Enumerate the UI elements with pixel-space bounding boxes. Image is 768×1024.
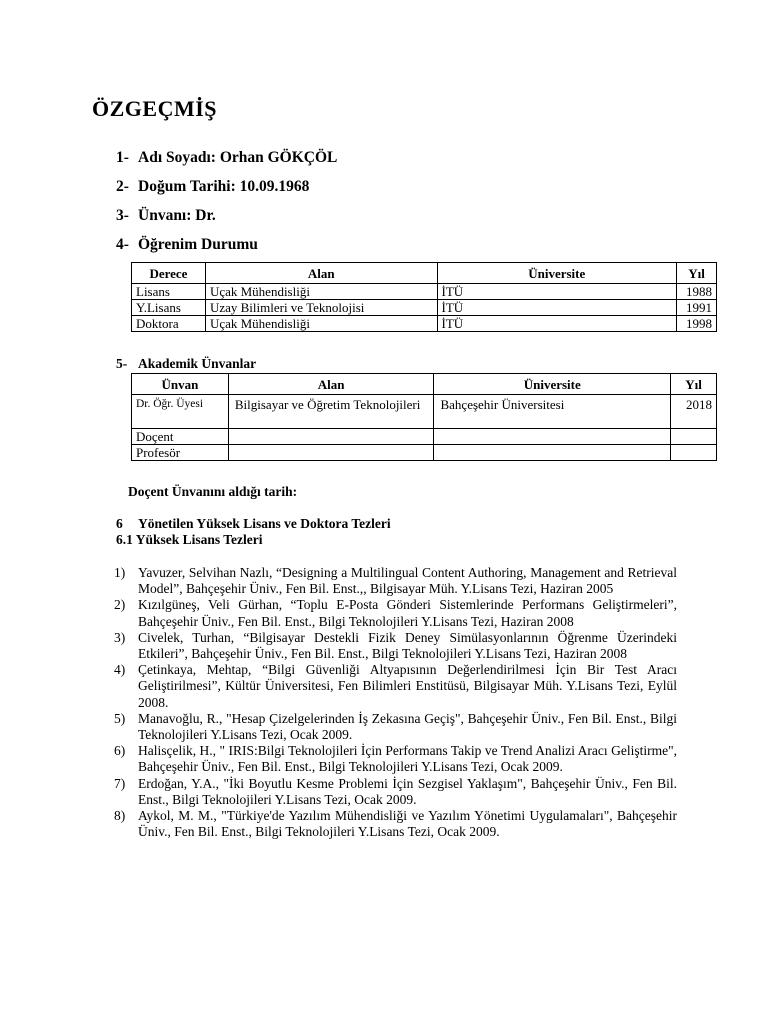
list-item [114,808,677,840]
page-title: ÖZGEÇMİŞ [92,96,218,121]
info-number: 3- [116,207,129,224]
docent-date-label: Doçent Ünvanını aldığı tarih: [128,484,298,499]
section-number: 5- [116,356,128,371]
year-cell [671,445,717,461]
item-text: Kızılgüneş, Veli Gürhan, “Toplu E-Posta Gönderi Sistemlerinde Performans Geliştirmeleri”, Bahçeşehir Üniv., Fen Bil. Enst., Bilgi Teknolojileri Y.Lisans Tezi, Haziran 2008 [138,597,677,629]
table-row [132,445,717,461]
university-cell: İTÜ [437,300,677,316]
field-cell: Uçak Mühendisliği [205,316,437,332]
degree-cell: Y.Lisans [132,300,206,316]
university-cell: İTÜ [437,316,677,332]
item-number: 2) [114,597,126,613]
list-item [114,565,677,597]
supervised-theses-heading [116,516,391,532]
theses-list [114,565,677,840]
table-row [132,284,717,300]
list-item [114,776,677,808]
info-item-education [116,235,337,264]
column-header: Alan [228,374,434,395]
year-cell [671,429,717,445]
item-number: 5) [114,710,126,726]
academic-titles-heading [116,356,256,372]
field-cell: Uçak Mühendisliği [205,284,437,300]
table-row [132,429,717,445]
column-header: Üniversite [437,263,677,284]
title-cell: Dr. Öğr. Üyesi [132,395,229,429]
info-text: Doğum Tarihi: 10.09.1968 [138,178,310,195]
year-cell: 2018 [671,395,717,429]
table-row [132,395,717,429]
column-header: Yıl [671,374,717,395]
info-text: Öğrenim Durumu [138,236,258,253]
title-cell: Profesör [132,445,229,461]
education-table [131,262,717,332]
item-number: 1) [114,565,126,580]
item-text: Yavuzer, Selvihan Nazlı, “Designing a Multilingual Content Authoring, Management and Retrieval Model”, Bahçeşehir Üniv., Fen Bil. Enst.,, Bilgisayar Müh. Y.Lisans Tezi, Haziran 2005 [138,565,677,597]
item-text: Erdoğan, Y.A., "İki Boyutlu Kesme Problemi İçin Sezgisel Yaklaşım", Bahçeşehir Üniv., Fen Bil. Enst., Bilgi Teknolojileri Y.Lisans Tezi, Ocak 2009. [138,775,677,807]
degree-cell: Lisans [132,284,206,300]
table-header-row [132,374,717,395]
field-cell [228,429,434,445]
info-item-name [116,148,337,177]
list-item [114,743,677,775]
section-title: Akademik Ünvanlar [138,356,257,371]
column-header: Üniversite [434,374,671,395]
item-number: 8) [114,808,126,824]
item-number: 7) [114,775,126,791]
column-header: Ünvan [132,374,229,395]
section-number: 6 [116,516,123,531]
year-cell: 1998 [677,316,717,332]
list-item [114,662,677,711]
university-cell [434,445,671,461]
academic-titles-table [131,373,717,461]
list-item [114,711,677,743]
year-cell: 1991 [677,300,717,316]
list-item [114,597,677,629]
field-cell [228,445,434,461]
university-cell: Bahçeşehir Üniversitesi [434,395,671,429]
list-item [114,630,677,662]
masters-theses-heading: 6.1 Yüksek Lisans Tezleri [116,532,263,547]
field-cell: Bilgisayar ve Öğretim Teknolojileri [228,395,434,429]
item-text: Çetinkaya, Mehtap, “Bilgi Güvenliği Altyapısının Değerlendirilmesi İçin Bir Test Aracı Geliştirilmesi”, Kültür Üniversitesi, Fen Bilimleri Enstitüsü, Bilgisayar Müh. Y.Lisans Tezi, Eylül 2008. [138,662,677,710]
item-number: 4) [114,662,126,678]
university-cell: İTÜ [437,284,677,300]
personal-info-list [116,148,337,264]
title-cell: Doçent [132,429,229,445]
column-header: Alan [205,263,437,284]
info-number: 4- [116,236,129,253]
degree-cell: Doktora [132,316,206,332]
item-text: Aykol, M. M., "Türkiye'de Yazılım Mühendisliği ve Yazılım Yönetimi Uygulamaları", Bahçeşehir Üniv., Fen Bil. Enst., Bilgi Teknolojileri Y.Lisans Tezi, Ocak 2009. [138,808,677,840]
info-number: 1- [116,149,129,166]
column-header: Derece [132,263,206,284]
item-text: Manavoğlu, R., "Hesap Çizelgelerinden İş Zekasına Geçiş", Bahçeşehir Üniv., Fen Bil. Enst., Bilgi Teknolojileri Y.Lisans Tezi, Ocak 2009. [138,710,677,743]
table-header-row [132,263,717,284]
item-text: Halisçelik, H., " IRIS:Bilgi Teknolojileri İçin Performans Takip ve Trend Analizi Aracı Geliştirme", Bahçeşehir Üniv., Fen Bil. Enst., Bilgi Teknolojileri Y.Lisans Tezi, Ocak 2009. [138,743,677,775]
item-number: 3) [114,629,126,645]
table-row [132,316,717,332]
column-header: Yıl [677,263,717,284]
info-number: 2- [116,178,129,195]
info-text: Adı Soyadı: Orhan GÖKÇÖL [138,149,338,166]
field-cell: Uzay Bilimleri ve Teknolojisi [205,300,437,316]
item-text: Civelek, Turhan, “Bilgisayar Destekli Fizik Deney Simülasyonlarının Öğrenme Üzerindeki Etkileri”, Bahçeşehir Üniv., Fen Bil. Enst., Bilgi Teknolojileri Y.Lisans Tezi, Haziran 2008 [138,629,677,662]
table-row [132,300,717,316]
info-item-birthdate [116,177,337,206]
info-item-title [116,206,337,235]
item-number: 6) [114,743,126,759]
section-title: Yönetilen Yüksek Lisans ve Doktora Tezleri [138,516,391,531]
university-cell [434,429,671,445]
year-cell: 1988 [677,284,717,300]
info-text: Ünvanı: Dr. [138,207,216,224]
